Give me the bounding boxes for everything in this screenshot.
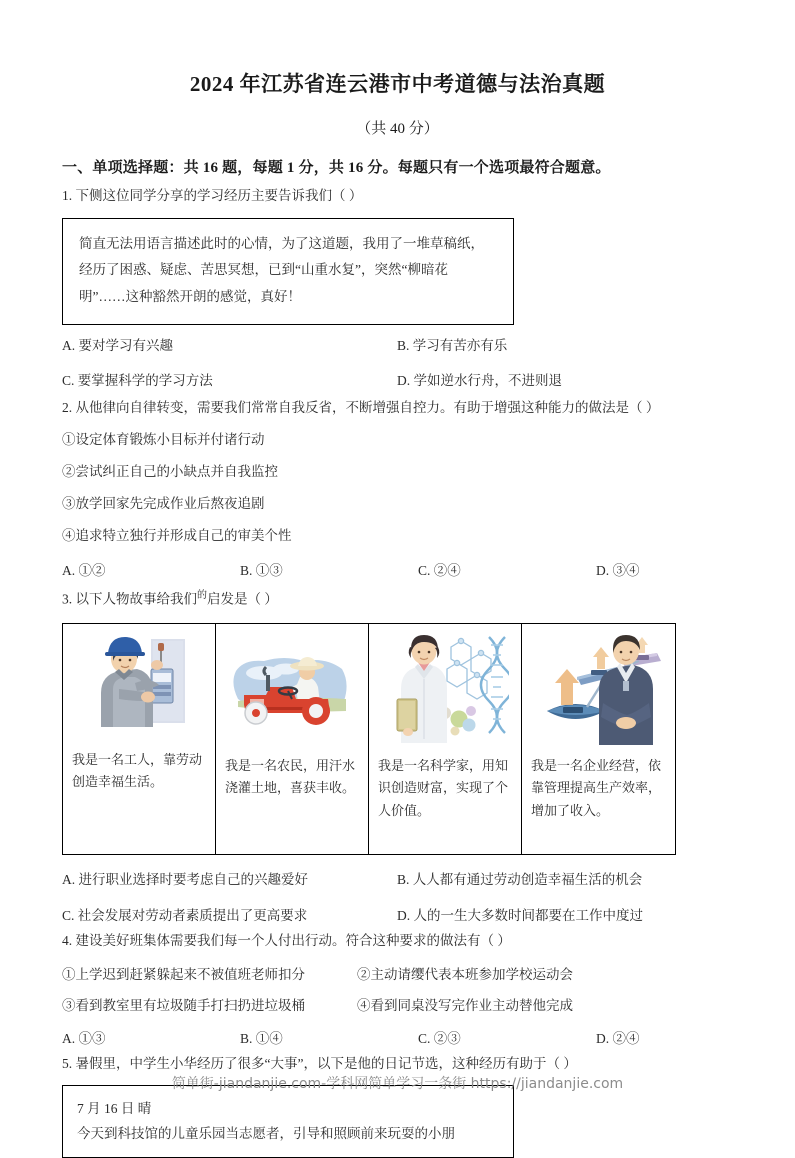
option-a[interactable]: A. ①② (62, 563, 106, 579)
page-title: 2024 年江苏省连云港市中考道德与法治真题 (189, 72, 606, 96)
question-2-statements (62, 419, 733, 547)
question-4-stem: 4. 建设美好班集体需要我们每一个人付出行动。符合这种要求的做法有（ ） (62, 932, 511, 948)
option-d[interactable]: D. ③④ (596, 563, 640, 579)
option-b[interactable]: B. ①③ (240, 563, 283, 579)
option-c[interactable]: C. 社会发展对劳动者素质提出了更高要求 (62, 907, 308, 923)
entrepreneur-scale-illustration (531, 631, 666, 749)
option-a[interactable]: A. ①③ (62, 1030, 106, 1046)
option-c[interactable]: C. ②④ (418, 563, 461, 579)
farmer-tractor-illustration (225, 631, 359, 735)
option-d[interactable]: D. 学如逆水行舟，不进则退 (397, 372, 562, 388)
question-1-material-box (62, 218, 514, 325)
question-4-statements (62, 952, 733, 1014)
section-header: 一、单项选择题：共 16 题，每题 1 分，共 16 分。每题只有一个选项最符合题意。 (62, 160, 611, 176)
option-c[interactable]: C. ②③ (418, 1030, 461, 1046)
footer-watermark: 简单街-jiandanjie.com-学科网简单学习一条街 https://jiandanjie.com (171, 1076, 624, 1092)
statement-item: ②主动请缨代表本班参加学校运动会 (357, 966, 573, 982)
material-line: 明”……这种豁然开朗的感觉，真好！ (79, 288, 301, 304)
statement-item: ④看到同桌没写完作业主动替他完成 (357, 997, 573, 1013)
question-3-stem-part-b: 启发是（ ） (207, 591, 278, 607)
question-2-options (62, 559, 733, 579)
option-d[interactable]: D. 人的一生大多数时间都要在工作中度过 (397, 907, 643, 923)
option-a[interactable]: A. 进行职业选择时要考虑自己的兴趣爱好 (62, 871, 308, 887)
question-2-stem: 2. 从他律向自律转变，需要我们常常自我反省，不断增强自控力。有助于增强这种能力的做法是（ ） (62, 399, 660, 415)
diary-date-line: 7 月 16 日 晴 (77, 1100, 152, 1116)
option-b[interactable]: B. ①④ (240, 1030, 283, 1046)
question-3-options (62, 868, 733, 924)
picture-caption: 我是一名科学家，用知识创造财富，实现了个人价值。 (378, 757, 509, 818)
scientist-dna-illustration (378, 631, 512, 749)
picture-caption: 我是一名农民，用汗水浇灌土地，喜获丰收。 (225, 757, 356, 796)
worker-illustration (72, 631, 206, 735)
question-3-picture-table (62, 623, 676, 855)
question-3-stem-part-a: 3. 以下人物故事给我们 (62, 591, 197, 607)
statement-item: ②尝试纠正自己的小缺点并自我监控 (62, 463, 278, 479)
option-b[interactable]: B. 学习有苦亦有乐 (397, 337, 508, 353)
material-line: 经历了困惑、疑虑、苦思冥想，已到“山重水复”，突然“柳暗花 (79, 262, 448, 278)
option-a[interactable]: A. 要对学习有兴趣 (62, 337, 173, 353)
picture-cell (369, 624, 522, 854)
option-b[interactable]: B. 人人都有通过劳动创造幸福生活的机会 (397, 871, 643, 887)
question-1-stem: 1. 下侧这位同学分享的学习经历主要告诉我们（ ） (62, 188, 363, 203)
question-4-options (62, 1027, 733, 1047)
statement-item: ③看到教室里有垃圾随手打扫扔进垃圾桶 (62, 997, 305, 1013)
statement-item: ③放学回家先完成作业后熬夜追剧 (62, 495, 265, 511)
question-3-stem-superscript: 的 (197, 590, 207, 602)
picture-cell (63, 624, 216, 854)
statement-item: ①设定体育锻炼小目标并付诸行动 (62, 431, 265, 447)
diary-body-line: 今天到科技馆的儿童乐园当志愿者，引导和照顾前来玩耍的小朋 (77, 1126, 455, 1142)
statement-item: ④追求特立独行并形成自己的审美个性 (62, 527, 292, 543)
picture-caption: 我是一名企业经营，依靠管理提高生产效率，增加了收入。 (531, 757, 662, 818)
option-c[interactable]: C. 要掌握科学的学习方法 (62, 372, 213, 388)
material-line: 简直无法用语言描述此时的心情，为了这道题，我用了一堆草稿纸， (79, 235, 484, 251)
question-5-material-box (62, 1085, 514, 1158)
picture-cell (522, 624, 675, 854)
picture-cell (216, 624, 369, 854)
statement-item: ①上学迟到赶紧躲起来不被值班老师扣分 (62, 966, 305, 982)
question-3-stem (62, 579, 733, 610)
option-d[interactable]: D. ②④ (596, 1030, 640, 1046)
picture-caption: 我是一名工人，靠劳动创造幸福生活。 (72, 751, 203, 790)
question-5-stem: 5. 暑假里，中学生小华经历了很多“大事”，以下是他的日记节选，这种经历有助于（ ） (62, 1055, 577, 1071)
question-1-options (62, 334, 733, 389)
page-subtitle: （共 40 分） (356, 121, 439, 137)
